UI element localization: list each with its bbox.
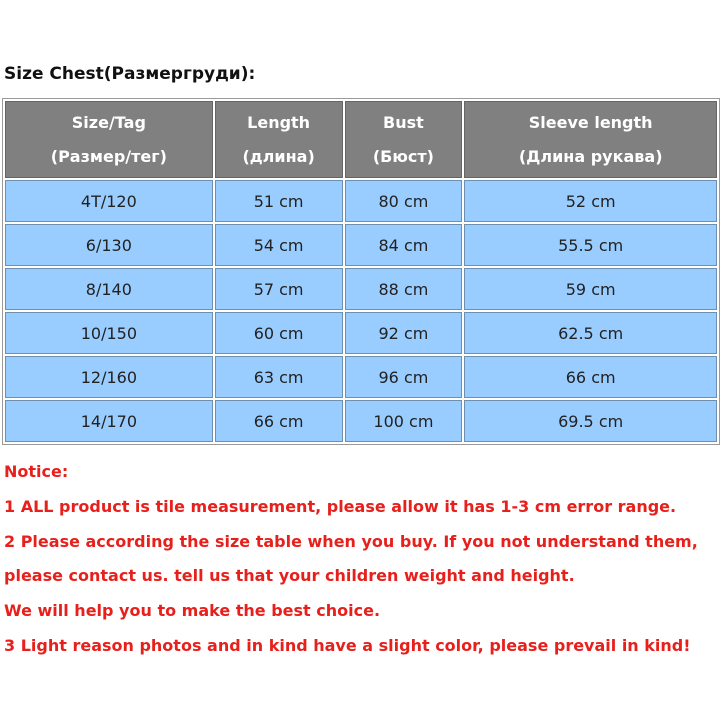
cell-size: 8/140 xyxy=(5,268,213,310)
size-table xyxy=(2,98,720,445)
cell-length: 60 cm xyxy=(215,312,343,354)
notice-line: please contact us. tell us that your children weight and height. xyxy=(4,566,575,586)
cell-size: 10/150 xyxy=(5,312,213,354)
notice-section xyxy=(4,455,698,664)
notice-line: We will help you to make the best choice. xyxy=(4,601,381,621)
cell-size: 12/160 xyxy=(5,356,213,398)
cell-size: 6/130 xyxy=(5,224,213,266)
cell-bust: 88 cm xyxy=(345,268,463,310)
cell-sleeve-length: 62.5 cm xyxy=(464,312,717,354)
cell-size: 14/170 xyxy=(5,400,213,442)
column-header-length-label: Length xyxy=(247,112,311,132)
cell-bust: 80 cm xyxy=(345,180,463,222)
table-header-row xyxy=(5,101,717,178)
cell-sleeve-length: 59 cm xyxy=(464,268,717,310)
cell-length: 63 cm xyxy=(215,356,343,398)
cell-sleeve-length: 66 cm xyxy=(464,356,717,398)
cell-sleeve-length: 69.5 cm xyxy=(464,400,717,442)
table-row xyxy=(5,180,717,222)
column-header-sleeve-length-label-ru: (Длина рукава) xyxy=(518,146,663,166)
cell-sleeve-length: 55.5 cm xyxy=(464,224,717,266)
table-row xyxy=(5,400,717,442)
column-header-sleeve-length-label: Sleeve length xyxy=(528,112,653,132)
column-header-bust-label-ru: (Бюст) xyxy=(372,146,434,166)
notice-heading: Notice: xyxy=(4,462,69,481)
column-header-length-label-ru: (длина) xyxy=(242,146,315,166)
column-header-length xyxy=(215,101,343,178)
column-header-size xyxy=(5,101,213,178)
column-header-size-label-ru: (Размер/тег) xyxy=(50,146,167,166)
table-row xyxy=(5,268,717,310)
cell-size: 4T/120 xyxy=(5,180,213,222)
cell-length: 66 cm xyxy=(215,400,343,442)
size-chart-title: Size Chest(Размергруди): xyxy=(4,64,256,84)
cell-length: 57 cm xyxy=(215,268,343,310)
table-row xyxy=(5,356,717,398)
column-header-sleeve-length xyxy=(464,101,717,178)
cell-sleeve-length: 52 cm xyxy=(464,180,717,222)
table-row xyxy=(5,312,717,354)
notice-line: 1 ALL product is tile measurement, please allow it has 1-3 cm error range. xyxy=(4,496,677,516)
cell-length: 51 cm xyxy=(215,180,343,222)
notice-line: 2 Please according the size table when you buy. If you not understand them, xyxy=(4,531,698,551)
cell-length: 54 cm xyxy=(215,224,343,266)
table-row xyxy=(5,224,717,266)
cell-bust: 84 cm xyxy=(345,224,463,266)
cell-bust: 92 cm xyxy=(345,312,463,354)
column-header-size-label: Size/Tag xyxy=(71,112,146,132)
cell-bust: 100 cm xyxy=(345,400,463,442)
notice-line: 3 Light reason photos and in kind have a slight color, please prevail in kind! xyxy=(4,635,691,655)
cell-bust: 96 cm xyxy=(345,356,463,398)
column-header-bust xyxy=(345,101,463,178)
column-header-bust-label: Bust xyxy=(383,112,424,132)
